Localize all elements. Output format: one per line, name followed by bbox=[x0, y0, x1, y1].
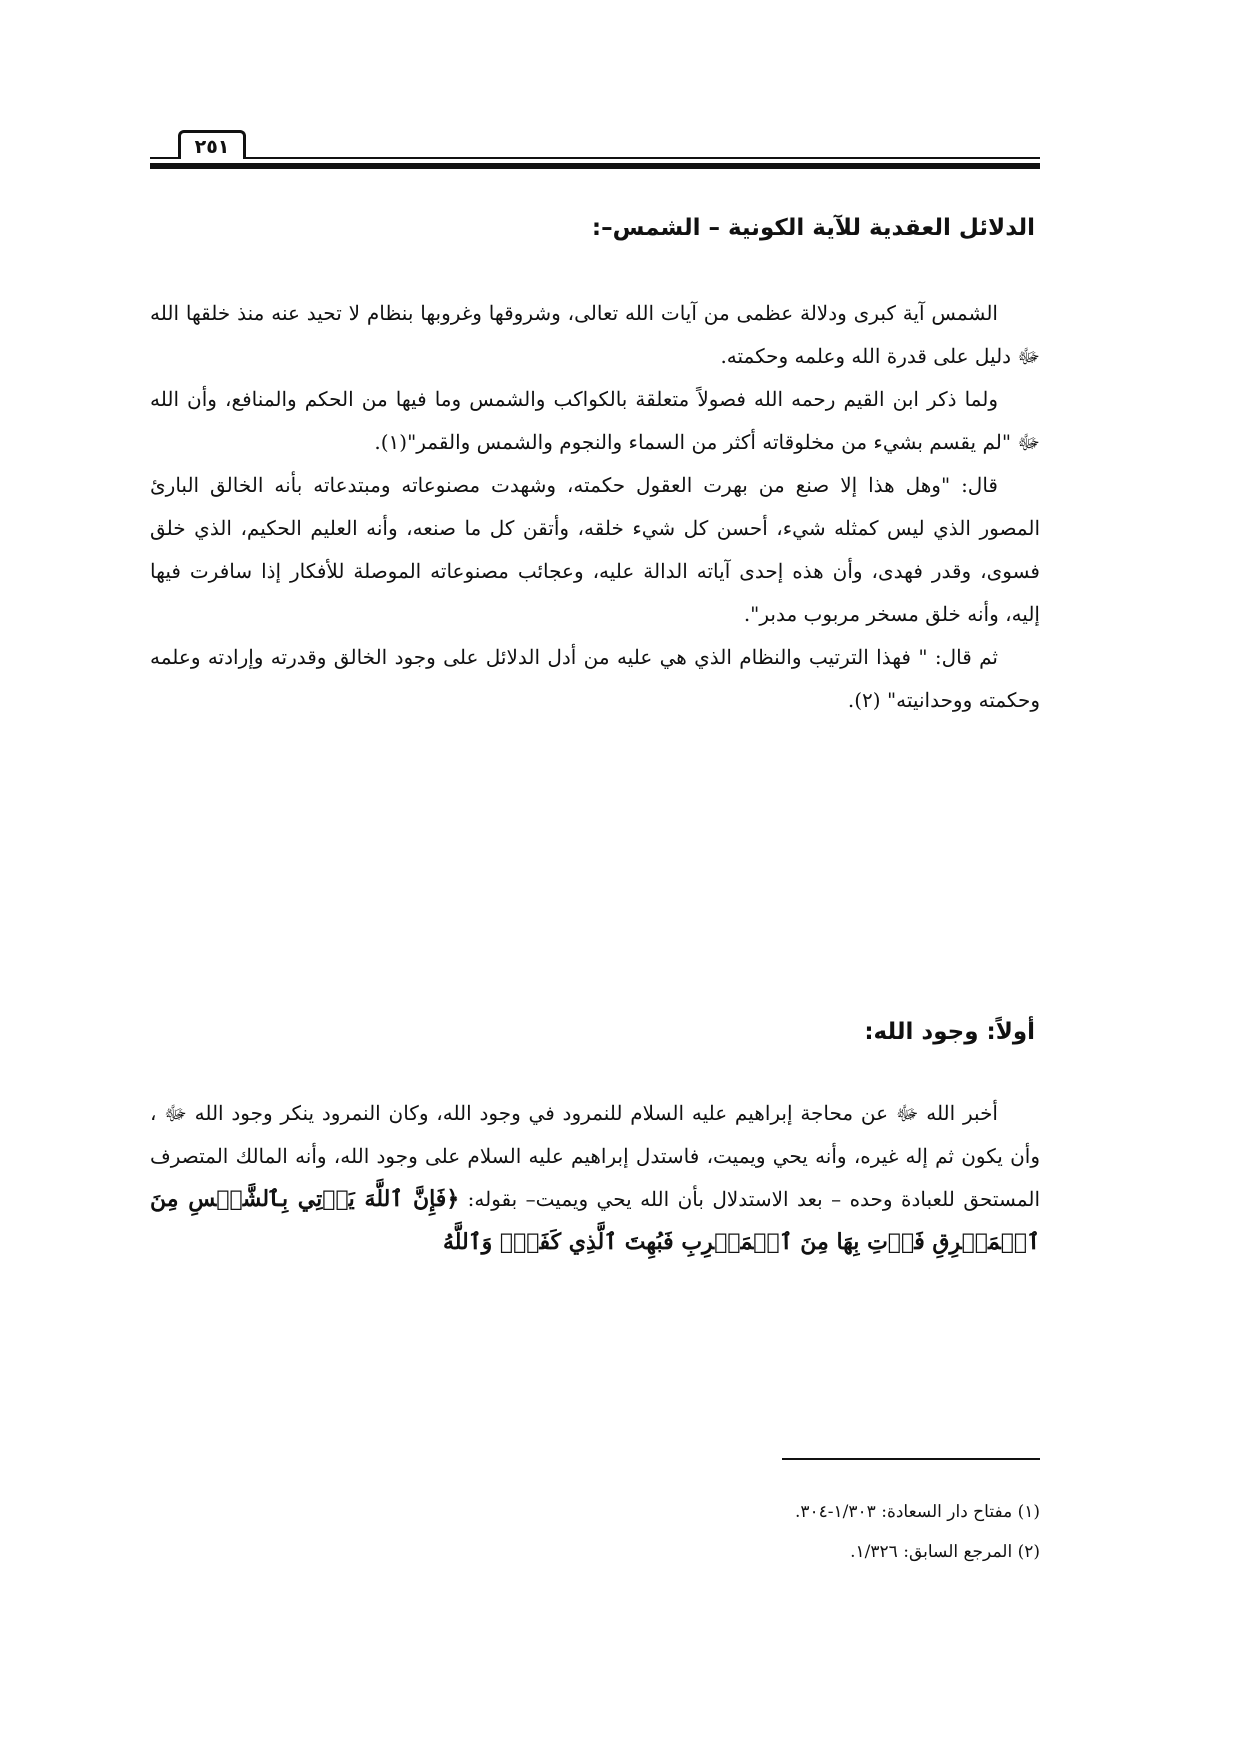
paragraph bbox=[150, 1092, 1040, 1264]
section-title: الدلائل العقدية للآية الكونية – الشمس–: bbox=[591, 215, 1035, 241]
quran-verse: ﴿فَإِنَّ ٱللَّهَ يَأۡتِي بِٱلشَّمۡسِ مِنَ ٱلۡمَشۡرِقِ فَأۡتِ بِهَا مِنَ ٱلۡمَغۡرِبِ فَبُهِتَ ٱلَّذِي كَفَرَۗ وَٱللَّهُ bbox=[150, 1186, 1040, 1255]
page-number: ٢٥١ bbox=[178, 130, 246, 159]
subsection-title: أولاً: وجود الله: bbox=[864, 1019, 1035, 1045]
paragraph: ولما ذكر ابن القيم رحمه الله فصولاً متعلقة بالكواكب والشمس وما فيها من الحكم والمنافع، وأن الله ﷻ "لم يقسم بشيء من مخلوقاته أكثر من السماء والنجوم والشمس والقمر"(١). bbox=[150, 387, 1040, 454]
footnote-divider bbox=[782, 1458, 1040, 1460]
intro-block bbox=[150, 292, 1040, 722]
footnote-1: (١) مفتاح دار السعادة: ١/٣٠٣-٣٠٤. bbox=[794, 1502, 1040, 1522]
paragraph-text: أخبر الله ﷻ عن محاجة إبراهيم عليه السلام للنمرود في وجود الله، وكان النمرود ينكر وجود الله ﷻ ، وأن يكون ثم إله غيره، وأنه يحي ويميت، فاستدل إبراهيم عليه السلام على وجود الله، وأنه المالك المتصرف المستحق للعبادة وحده – بعد الاستدلال بأن الله يحي ويميت– بقوله: bbox=[150, 1101, 1040, 1211]
footnote-2: (٢) المرجع السابق: ١/٣٢٦. bbox=[850, 1542, 1040, 1562]
header-rule-thick bbox=[150, 163, 1040, 169]
body-block bbox=[150, 1092, 1040, 1264]
paragraph: قال: "وهل هذا إلا صنع من بهرت العقول حكمته، وشهدت مصنوعاته ومبتدعاته بأنه الخالق البارئ المصور الذي ليس كمثله شيء، أحسن كل شيء خلقه، وأتقن كل ما صنعه، وأنه العليم الحكيم، الذي خلق فسوى، وقدر فهدى، وأن هذه إحدى آياته الدالة عليه، وعجائب مصنوعاته الموصلة للأفكار إذا سافرت فيها إليه، وأنه خلق مسخر مربوب مدبر". bbox=[150, 473, 1040, 626]
paragraph: ثم قال: " فهذا الترتيب والنظام الذي هي عليه من أدل الدلائل على وجود الخالق وقدرته وإرادته وعلمه وحكمته ووحدانيته" (٢). bbox=[150, 645, 1040, 712]
header-rule-thin bbox=[150, 157, 1040, 159]
footnotes bbox=[795, 1492, 1040, 1572]
paragraph: الشمس آية كبرى ودلالة عظمى من آيات الله تعالى، وشروقها وغروبها بنظام لا تحيد عنه منذ خلقها الله ﷻ دليل على قدرة الله وعلمه وحكمته. bbox=[150, 301, 1040, 368]
